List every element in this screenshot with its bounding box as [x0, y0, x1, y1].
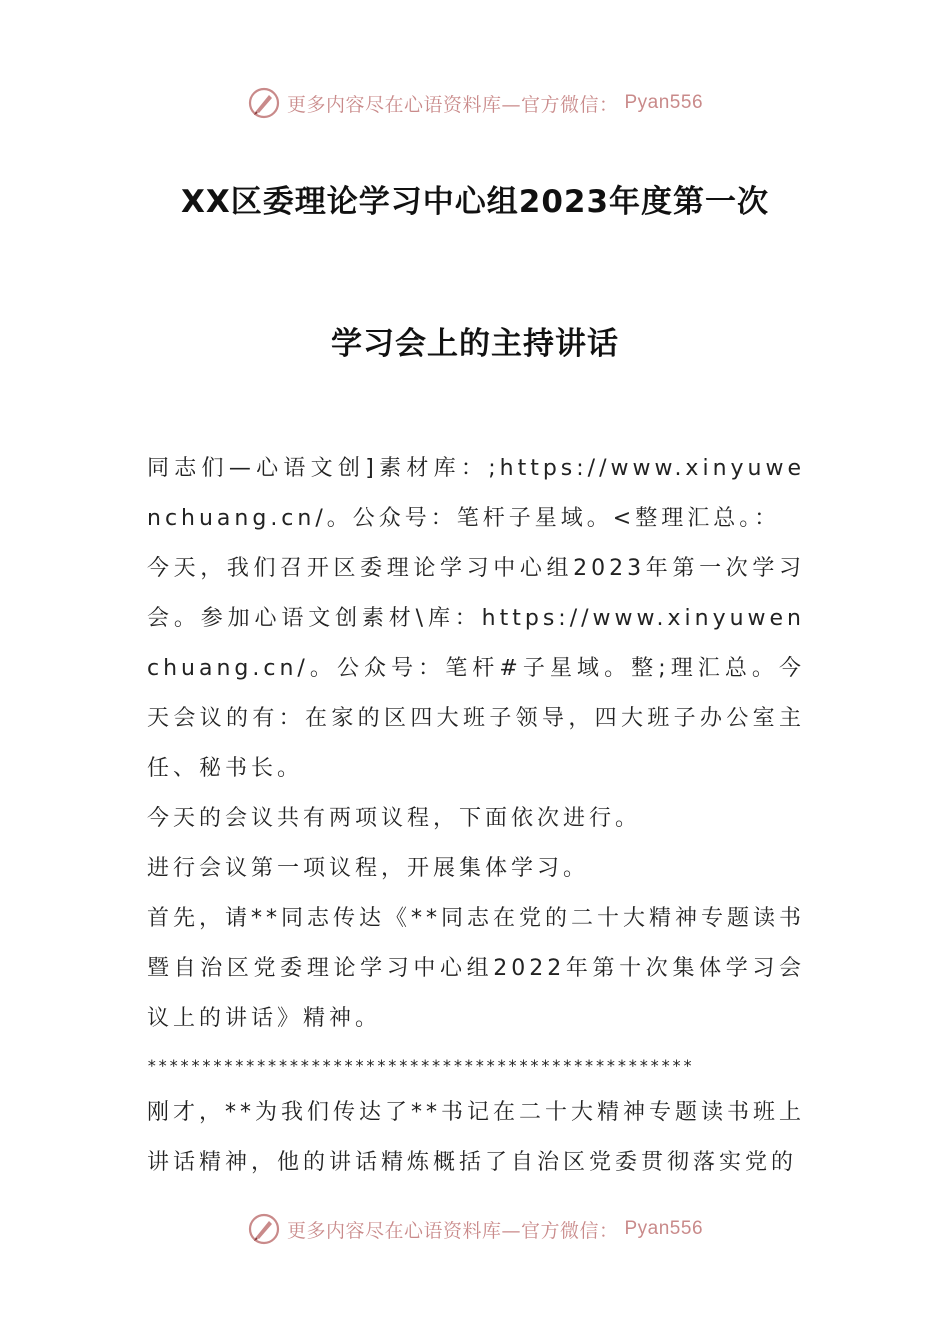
document-title-line-2: 学习会上的主持讲话 — [331, 326, 619, 362]
paragraph-2: 今天，我们召开区委理论学习中心组2023年第一次学习会。参加心语文创素材\库：https://www.xinyuwenchuang.cn/。公众号：笔杆#子星域。整;理汇总。今天会议的有：在家的区四大班子领导，四大班子办公室主任、秘书长。 — [147, 556, 805, 781]
header-watermark — [0, 86, 950, 120]
document-body — [147, 444, 805, 1188]
paragraph-4: 进行会议第一项议程，开展集体学习。 — [147, 856, 590, 881]
paragraph-3: 今天的会议共有两项议程，下面依次进行。 — [147, 806, 642, 831]
watermark-text: 更多内容尽在心语资料库—官方微信： — [286, 1219, 619, 1242]
pen-logo-icon — [247, 1212, 281, 1246]
document-title-line-1: XX区委理论学习中心组2023年度第一次 — [180, 184, 770, 220]
paragraph-5: 首先，请**同志传达《**同志在党的二十大精神专题读书暨自治区党委理论学习中心组2022年第十次集体学习会议上的讲话》精神。 — [147, 906, 806, 1031]
pen-logo-icon — [247, 86, 281, 120]
watermark-text: 更多内容尽在心语资料库—官方微信： — [286, 93, 619, 116]
paragraph-6: 刚才，**为我们传达了**书记在二十大精神专题读书班上讲话精神，他的讲话精炼概括了自治区党委贯彻落实党的 — [147, 1100, 806, 1175]
paragraph-1: 同志们—心语文创]素材库：;https://www.xinyuwenchuang.cn/。公众号：笔杆子星域。<整理汇总。： — [147, 456, 805, 531]
watermark-wechat-id: Pyan556 — [624, 1218, 704, 1239]
separator-line: ************************************************** — [147, 1056, 694, 1075]
watermark-wechat-id: Pyan556 — [624, 92, 704, 113]
footer-watermark — [0, 1212, 950, 1246]
